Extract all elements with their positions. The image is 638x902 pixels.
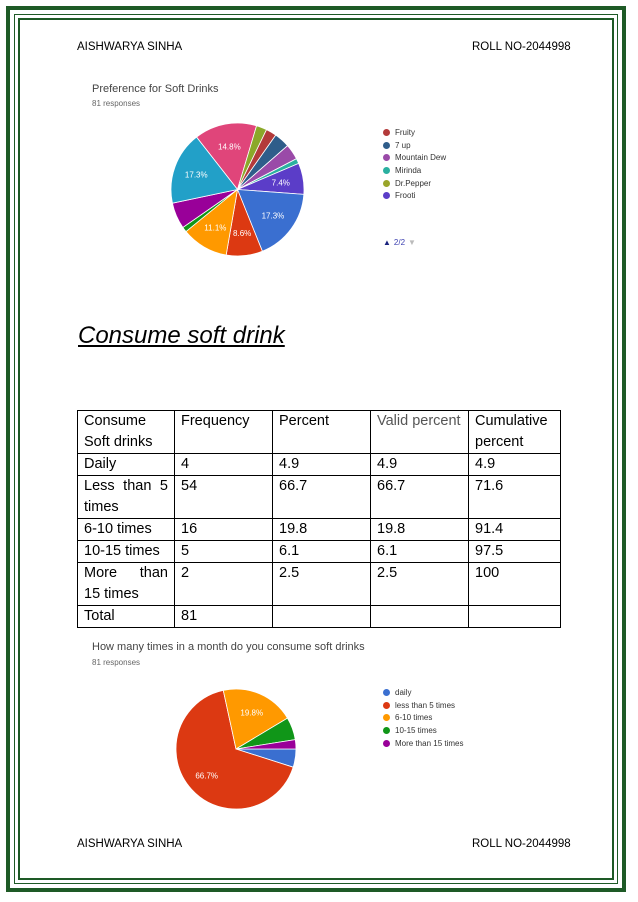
table-row (78, 519, 561, 541)
legend-label: daily (395, 687, 412, 697)
chart1-legend-item (383, 139, 446, 152)
legend-dot (383, 129, 390, 136)
legend-label: Mirinda (395, 165, 422, 175)
table-header-row (78, 411, 561, 454)
table-cell: 100 (469, 563, 561, 606)
table-cell: 4.9 (273, 454, 371, 476)
chart2-legend-item (383, 737, 463, 750)
chart2-legend-item (383, 711, 463, 724)
legend-label: 10-15 times (395, 725, 437, 735)
chart2-legend-item (383, 699, 463, 712)
chart2-legend-item (383, 724, 463, 737)
table-cell (469, 606, 561, 628)
pie-slice-label: 66.7% (195, 771, 219, 781)
table-cell: More than 15 times (78, 563, 175, 606)
table-cell: 4.9 (469, 454, 561, 476)
table-cell: 71.6 (469, 476, 561, 519)
chart1-legend-item (383, 126, 446, 139)
pie-slice-label: 17.3% (261, 211, 285, 221)
legend-dot (383, 192, 390, 199)
chart1-title: Preference for Soft Drinks (92, 83, 219, 95)
chart2-legend (383, 686, 463, 749)
legend-label: More than 15 times (395, 738, 464, 748)
section-title: Consume soft drink (78, 322, 285, 349)
pie-slice-label: 19.8% (240, 708, 264, 718)
table-header-cell: Frequency (175, 411, 273, 454)
chart1-legend-item (383, 164, 446, 177)
table-cell: 81 (175, 606, 273, 628)
legend-dot (383, 727, 390, 734)
table-cell (273, 606, 371, 628)
footer-roll: ROLL NO-2044998 (472, 838, 571, 850)
table-header-cell: Cumulative percent (469, 411, 561, 454)
table-cell: 54 (175, 476, 273, 519)
table-header-cell: Valid percent (371, 411, 469, 454)
pie-slice-label: 17.3% (184, 170, 208, 180)
chart1-pie (170, 122, 305, 257)
table-cell: 2 (175, 563, 273, 606)
chart1-legend-item (383, 151, 446, 164)
footer-name: AISHWARYA SINHA (77, 838, 183, 850)
legend-label: 7 up (395, 140, 411, 150)
legend-dot (383, 180, 390, 187)
table-cell: 19.8 (371, 519, 469, 541)
table-row (78, 454, 561, 476)
table-cell: 4.9 (371, 454, 469, 476)
legend-pager (383, 238, 416, 247)
chart2-legend-item (383, 686, 463, 699)
legend-label: Frooti (395, 191, 416, 201)
chart2-subtitle: 81 responses (92, 658, 141, 667)
table-cell: Daily (78, 454, 175, 476)
pie-slice-label: 7.4% (271, 178, 290, 188)
legend-dot (383, 702, 390, 709)
chart2-title: How many times in a month do you consume soft drinks (92, 641, 365, 653)
table-cell: Total (78, 606, 175, 628)
table-cell: 97.5 (469, 541, 561, 563)
pie-slice-label: 8.6% (233, 229, 252, 239)
table-cell: 91.4 (469, 519, 561, 541)
table-header-cell: Consume Soft drinks (78, 411, 175, 454)
table-header-cell: Percent (273, 411, 371, 454)
legend-dot (383, 740, 390, 747)
legend-label: Mountain Dew (395, 153, 447, 163)
legend-dot (383, 167, 390, 174)
legend-label: Fruity (395, 127, 415, 137)
table-cell: 16 (175, 519, 273, 541)
table-cell: 6.1 (273, 541, 371, 563)
table-cell: Less than 5 times (78, 476, 175, 519)
table-cell: 6.1 (371, 541, 469, 563)
pager-down-icon[interactable]: ▼ (408, 238, 416, 247)
pager-label: 2/2 (393, 238, 406, 247)
pie-slice-label: 11.1% (204, 223, 227, 233)
table-row (78, 476, 561, 519)
table-cell: 66.7 (273, 476, 371, 519)
chart1-subtitle: 81 responses (92, 99, 141, 108)
legend-dot (383, 142, 390, 149)
table-cell: 2.5 (371, 563, 469, 606)
chart1-legend-item (383, 189, 446, 202)
legend-dot (383, 154, 390, 161)
table-row (78, 541, 561, 563)
legend-dot (383, 714, 390, 721)
chart1-legend-item (383, 177, 446, 190)
pager-up-icon[interactable]: ▲ (383, 238, 391, 247)
pie-slice-label: 14.8% (218, 142, 241, 152)
table-cell: 5 (175, 541, 273, 563)
legend-dot (383, 689, 390, 696)
table-cell: 66.7 (371, 476, 469, 519)
legend-label: Dr.Pepper (395, 178, 432, 188)
table-cell: 10-15 times (78, 541, 175, 563)
table-cell (371, 606, 469, 628)
table-cell: 2.5 (273, 563, 371, 606)
legend-label: less than 5 times (395, 700, 456, 710)
header-name: AISHWARYA SINHA (77, 41, 183, 53)
table-cell: 19.8 (273, 519, 371, 541)
table-cell: 6-10 times (78, 519, 175, 541)
consume-table (77, 410, 561, 628)
table-row (78, 606, 561, 628)
table-cell: 4 (175, 454, 273, 476)
chart1-legend (383, 126, 446, 202)
chart2-pie (175, 688, 297, 810)
table-row (78, 563, 561, 606)
legend-label: 6-10 times (395, 713, 433, 723)
header-roll: ROLL NO-2044998 (472, 41, 571, 53)
